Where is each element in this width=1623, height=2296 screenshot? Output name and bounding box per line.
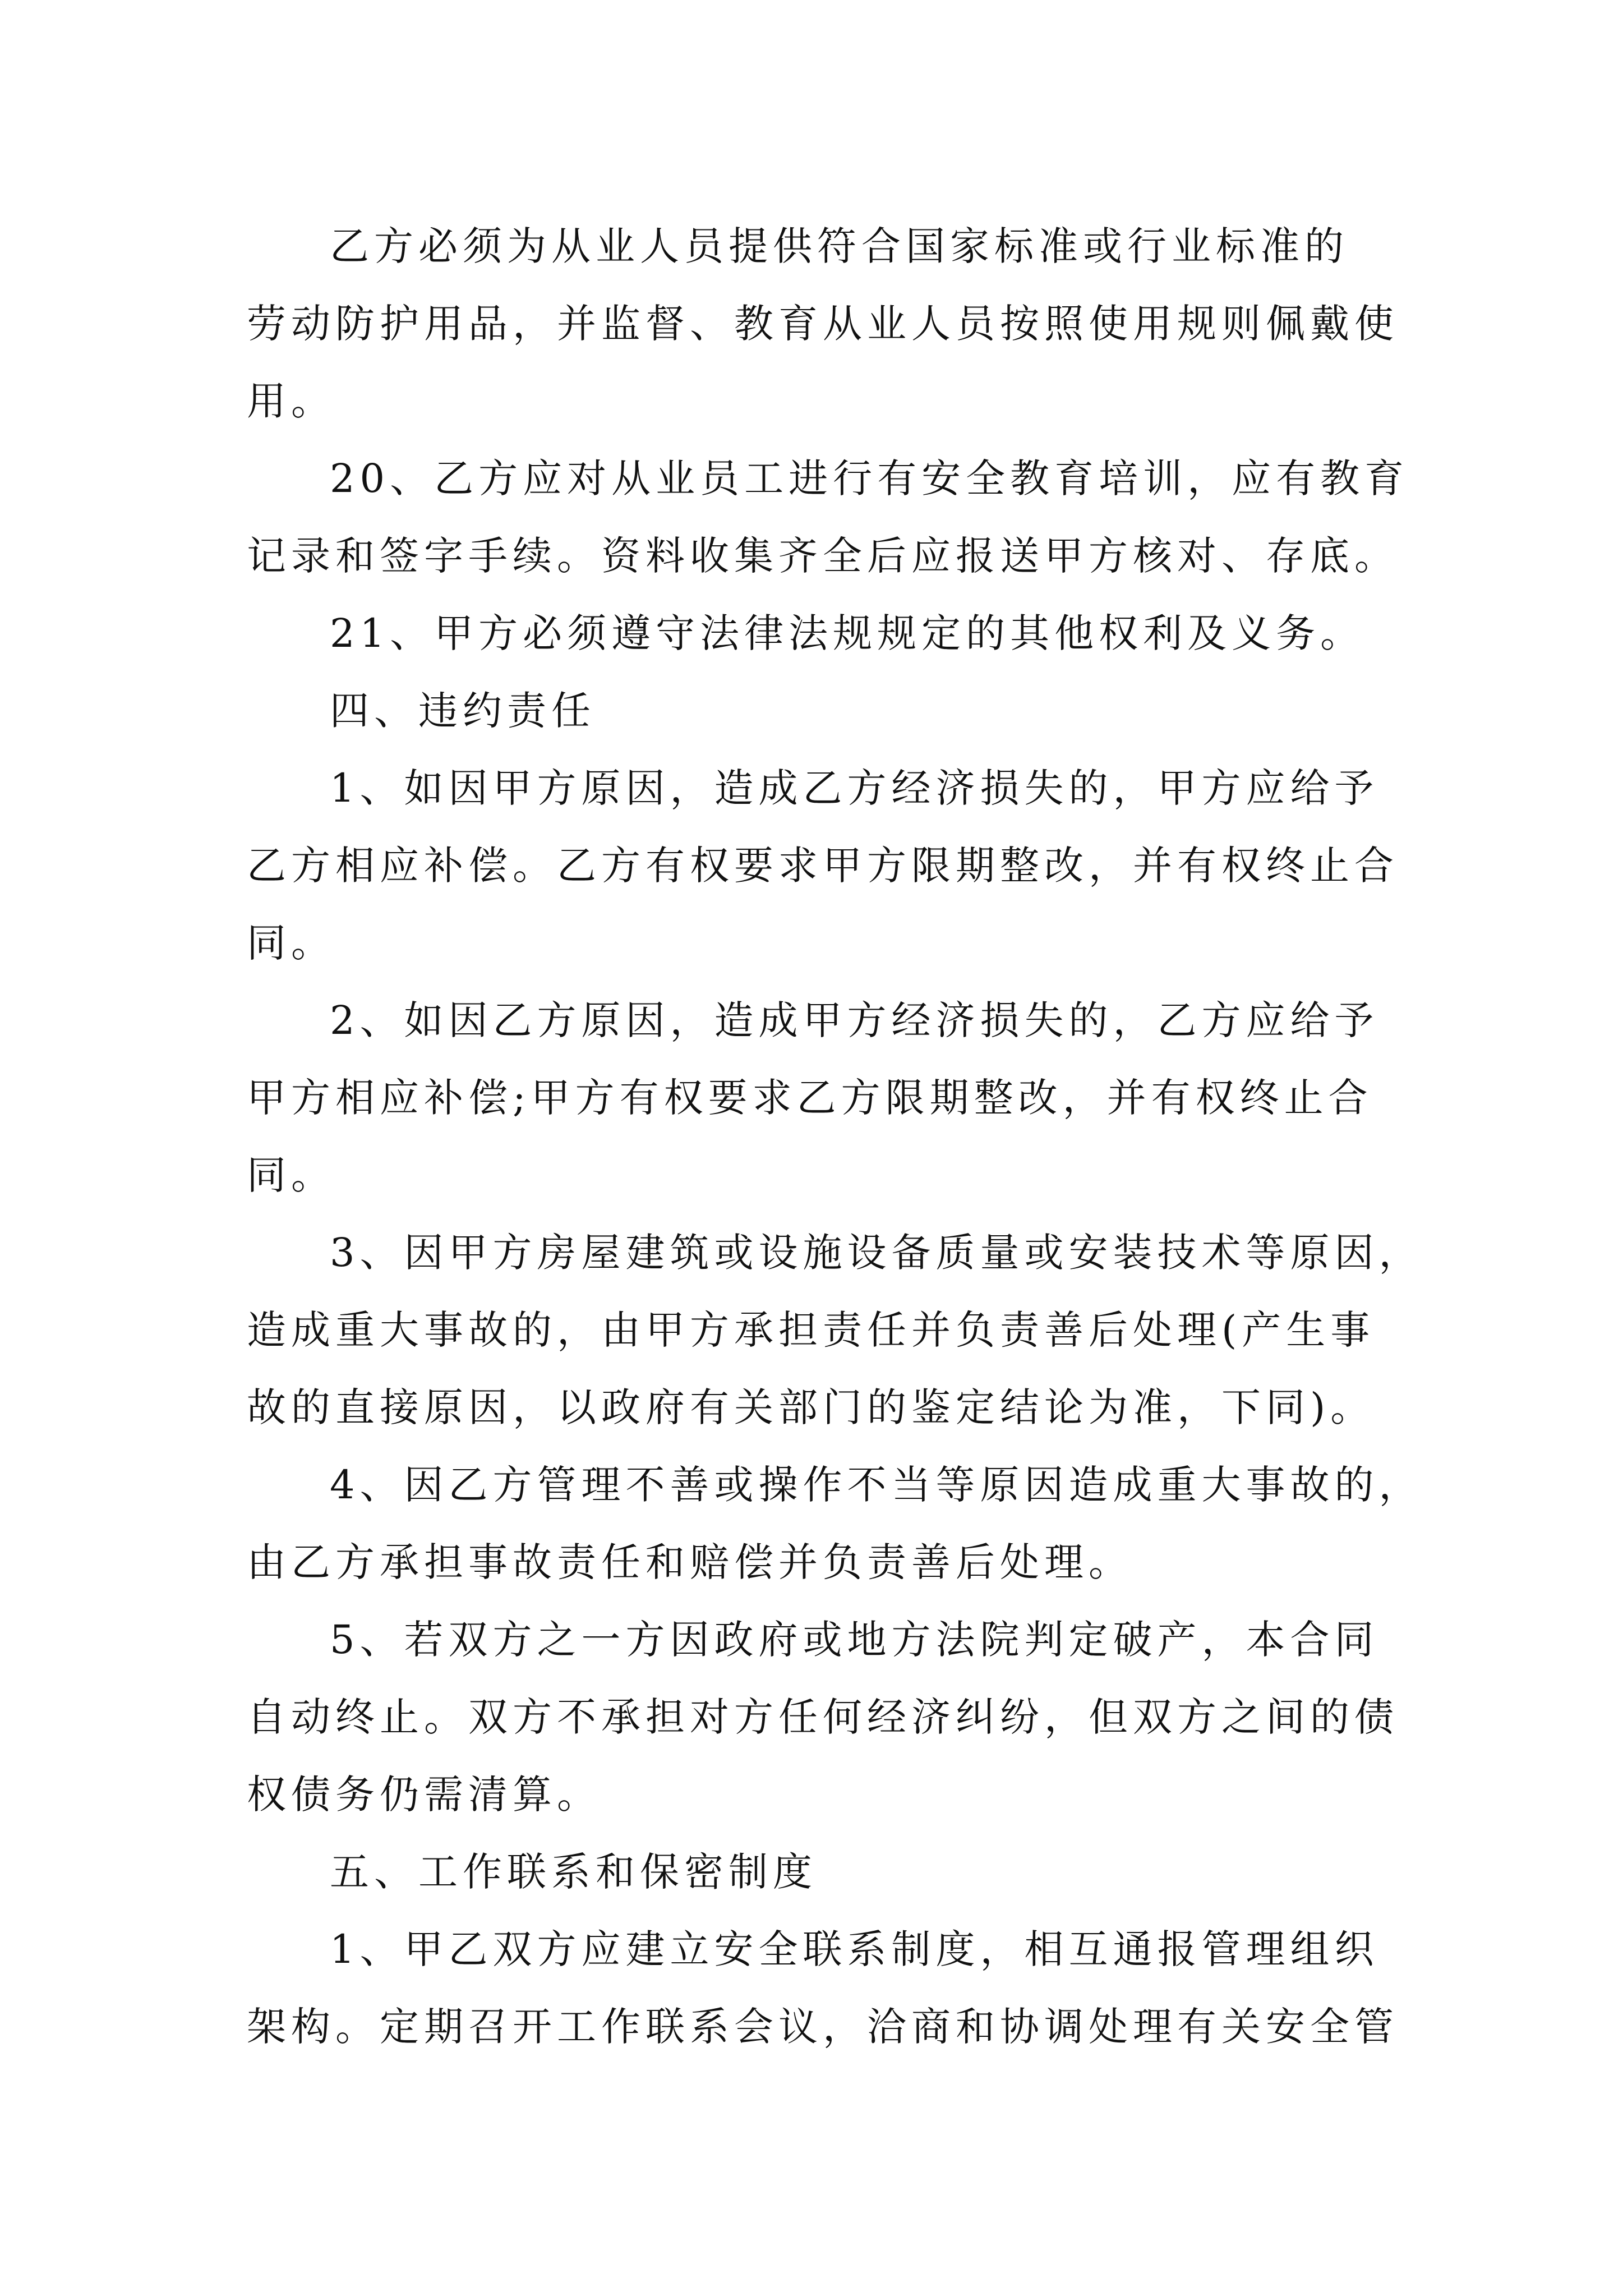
paragraph-line: 4、因乙方管理不善或操作不当等原因造成重大事故的， — [330, 1462, 1423, 1508]
paragraph-line: 劳动防护用品，并监督、教育从业人员按照使用规则佩戴使 — [247, 301, 1399, 347]
paragraph-line: 21、甲方必须遵守法律法规规定的其他权利及义务。 — [330, 610, 1365, 656]
paragraph-line: 20、乙方应对从业员工进行有安全教育培训，应有教育 — [330, 455, 1409, 501]
paragraph-line: 架构。定期召开工作联系会议，洽商和协调处理有关安全管 — [247, 2004, 1399, 2050]
paragraph-line: 造成重大事故的，由甲方承担责任并负责善后处理(产生事 — [247, 1307, 1375, 1353]
paragraph-line: 1、如因甲方原因，造成乙方经济损失的，甲方应给予 — [330, 765, 1379, 811]
paragraph-line: 记录和签字手续。资料收集齐全后应报送甲方核对、存底。 — [247, 533, 1399, 579]
paragraph-line: 2、如因乙方原因，造成甲方经济损失的，乙方应给予 — [330, 997, 1379, 1043]
document-body — [247, 208, 1423, 2065]
paragraph-line: 同。 — [247, 920, 335, 966]
paragraph-line: 故的直接原因，以政府有关部门的鉴定结论为准，下同)。 — [247, 1384, 1375, 1430]
paragraph-line: 3、因甲方房屋建筑或设施设备质量或安装技术等原因， — [330, 1230, 1423, 1276]
paragraph-line: 1、甲乙双方应建立安全联系制度，相互通报管理组织 — [330, 1926, 1379, 1972]
paragraph-line: 同。 — [247, 1152, 335, 1198]
paragraph-line: 乙方相应补偿。乙方有权要求甲方限期整改，并有权终止合 — [247, 843, 1399, 889]
paragraph-line: 甲方相应补偿;甲方有权要求乙方限期整改，并有权终止合 — [247, 1075, 1373, 1121]
paragraph-line: 乙方必须为从业人员提供符合国家标准或行业标准的 — [330, 223, 1349, 269]
paragraph-line: 5、若双方之一方因政府或地方法院判定破产，本合同 — [330, 1617, 1379, 1663]
paragraph-line: 由乙方承担事故责任和赔偿并负责善后处理。 — [247, 1539, 1133, 1585]
paragraph-line: 用。 — [247, 378, 335, 424]
paragraph-line: 自动终止。双方不承担对方任何经济纠纷，但双方之间的债 — [247, 1694, 1399, 1740]
paragraph-line: 权债务仍需清算。 — [247, 1772, 601, 1818]
section-heading: 五、工作联系和保密制度 — [330, 1849, 817, 1895]
section-heading: 四、违约责任 — [330, 688, 596, 734]
